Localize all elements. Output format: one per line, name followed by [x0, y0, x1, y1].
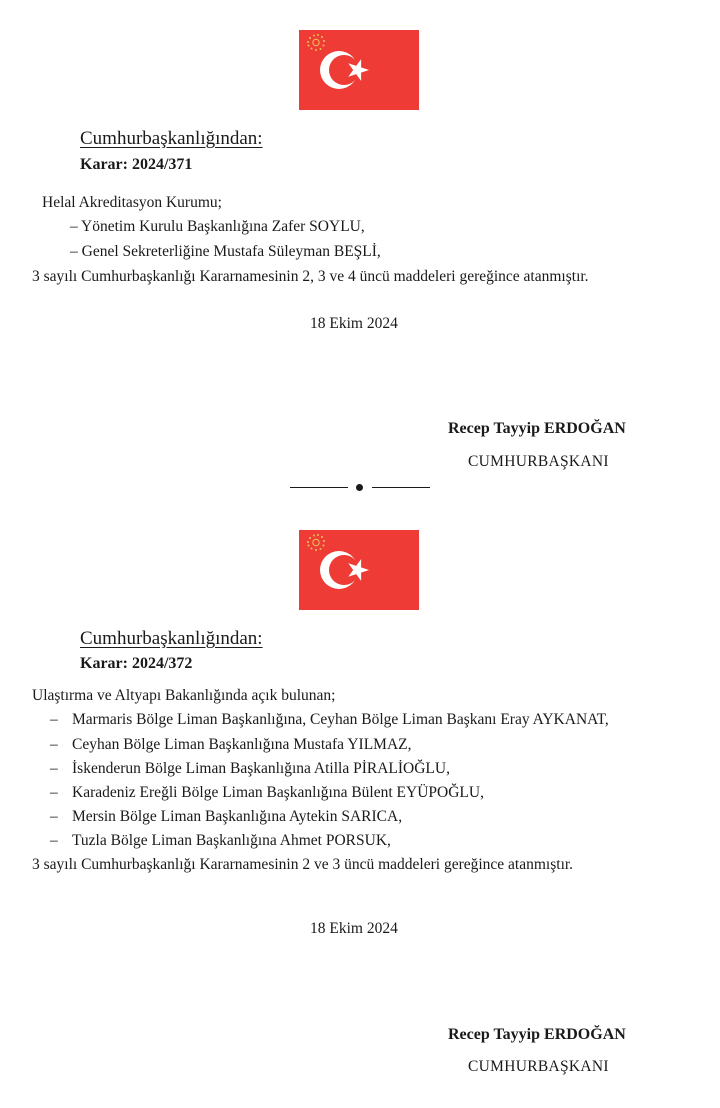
- appointment-item: Ceyhan Bölge Liman Başkanlığına Mustafa YILMAZ,: [72, 736, 412, 753]
- appointment-item: – Genel Sekreterliğine Mustafa Süleyman BEŞLİ,: [70, 243, 381, 260]
- flag-icon: [299, 530, 419, 610]
- decree-number-1: Karar: 2024/371: [80, 156, 193, 173]
- list-dash: –: [50, 808, 58, 825]
- signer-name-2: Recep Tayyip ERDOĞAN: [448, 1026, 626, 1043]
- signer-name-1: Recep Tayyip ERDOĞAN: [448, 420, 626, 437]
- section-divider: [290, 484, 430, 492]
- turkish-flag-emblem: [299, 30, 419, 110]
- list-dash: –: [50, 736, 58, 753]
- decree-intro-2: Ulaştırma ve Altyapı Bakanlığında açık bulunan;: [32, 687, 336, 704]
- appointment-item: Karadeniz Ereğli Bölge Liman Başkanlığına Bülent EYÜPOĞLU,: [72, 784, 484, 801]
- list-dash: –: [50, 711, 58, 728]
- appointment-item: – Yönetim Kurulu Başkanlığına Zafer SOYLU,: [70, 218, 365, 235]
- section-heading-2: Cumhurbaşkanlığından:: [80, 628, 263, 649]
- decree-number-2: Karar: 2024/372: [80, 655, 193, 672]
- appointment-item: Mersin Bölge Liman Başkanlığına Aytekin SARICA,: [72, 808, 403, 825]
- signer-title-1: CUMHURBAŞKANI: [468, 453, 609, 470]
- flag-icon: [299, 30, 419, 110]
- signer-title-2: CUMHURBAŞKANI: [468, 1058, 609, 1075]
- turkish-flag-emblem: [299, 530, 419, 610]
- decree-conclusion-2: 3 sayılı Cumhurbaşkanlığı Kararnamesinin 2 ve 3 üncü maddeleri gereğince atanmıştır.: [32, 856, 574, 873]
- list-dash: –: [50, 832, 58, 849]
- list-dash: –: [50, 784, 58, 801]
- section-heading-1: Cumhurbaşkanlığından:: [80, 128, 263, 149]
- appointment-item: İskenderun Bölge Liman Başkanlığına Atilla PİRALİOĞLU,: [72, 760, 450, 777]
- appointment-item: Marmaris Bölge Liman Başkanlığına, Ceyhan Bölge Liman Başkanı Eray AYKANAT,: [72, 711, 609, 728]
- divider-dot-icon: [356, 484, 363, 491]
- list-dash: –: [50, 760, 58, 777]
- decree-conclusion-1: 3 sayılı Cumhurbaşkanlığı Kararnamesinin 2, 3 ve 4 üncü maddeleri gereğince atanmıştır.: [32, 268, 589, 285]
- appointment-item: Tuzla Bölge Liman Başkanlığına Ahmet PORSUK,: [72, 832, 391, 849]
- decree-intro-1: Helal Akreditasyon Kurumu;: [42, 194, 222, 211]
- decree-date-1: 18 Ekim 2024: [310, 315, 398, 332]
- decree-date-2: 18 Ekim 2024: [310, 920, 398, 937]
